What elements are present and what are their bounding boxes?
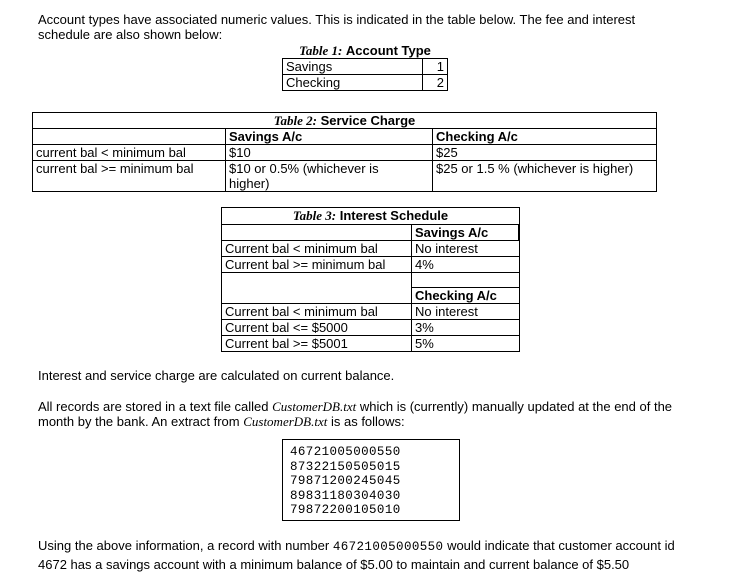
table2-caption-number: Table 2: [273, 113, 317, 128]
table2-row1-savings: $10 [226, 145, 433, 161]
table2-row2-condition: current bal >= minimum bal [33, 161, 226, 192]
table3-savings-header-empty [222, 225, 412, 241]
records-line-1 [38, 399, 672, 414]
table-row [222, 320, 519, 336]
table2-header-checking: Checking A/c [433, 129, 657, 145]
table3-checking-header: Checking A/c [412, 288, 519, 304]
table-row [222, 241, 519, 257]
record-line: 89831180304030 [290, 488, 401, 503]
table1-row2-value: 2 [423, 75, 448, 91]
table1-caption [282, 43, 448, 58]
table3-savings-header: Savings A/c [412, 225, 519, 241]
record-line: 79872200105010 [290, 503, 401, 517]
records-extract-box [282, 439, 460, 521]
table-row [33, 145, 657, 161]
intro-line-1: Account types have associated numeric values. This is indicated in the table below. The fee and interest [38, 12, 636, 27]
records-line-2 [38, 414, 672, 429]
table3-checking-row2-value: 3% [412, 320, 519, 336]
intro-paragraph [38, 12, 635, 42]
table1-caption-title: Account Type [345, 43, 431, 58]
table2-row1-checking: $25 [433, 145, 657, 161]
table3-checking-row1-condition: Current bal < minimum bal [222, 304, 412, 320]
table-row [33, 113, 657, 129]
table3-checking-row3-value: 5% [412, 336, 519, 352]
table2-caption-title: Service Charge [320, 113, 416, 128]
table-row [33, 129, 657, 145]
table3-checking-row3-condition: Current bal >= $5001 [222, 336, 412, 352]
intro-line-2: schedule are also shown below: [38, 27, 223, 42]
table-row [222, 225, 519, 241]
table2-row2-savings [226, 161, 433, 192]
table2-row2-savings-line2: higher) [229, 176, 270, 191]
record-line: 46721005000550 [290, 445, 401, 459]
table-row [283, 59, 448, 75]
closing-paragraph [38, 537, 675, 573]
records-filename-2: CustomerDB.txt [243, 414, 328, 429]
closing-text-2: would indicate that customer account id [443, 538, 675, 553]
table1-caption-number: Table 1: [299, 43, 343, 58]
table3-caption-number: Table 3: [292, 208, 337, 223]
table1-account-type [282, 58, 448, 91]
table3-checking-row1-value: No interest [412, 304, 519, 320]
table-row [283, 75, 448, 91]
table3-body [222, 225, 519, 351]
table1-row1-value: 1 [423, 59, 448, 75]
table-row [222, 288, 519, 304]
table2-header-savings: Savings A/c [226, 129, 433, 145]
table3-spacer-right [412, 273, 519, 288]
table3-checking-header-empty [222, 288, 412, 304]
calc-paragraph: Interest and service charge are calculated on current balance. [38, 368, 395, 383]
table2-row2-savings-line1: $10 or 0.5% (whichever is [229, 161, 379, 176]
table1-row1-label: Savings [283, 59, 423, 75]
closing-record-number: 46721005000550 [332, 540, 444, 554]
records-filename-1: CustomerDB.txt [272, 399, 357, 414]
table-row [33, 161, 657, 192]
table3-caption-title: Interest Schedule [339, 208, 449, 223]
table-row [222, 273, 519, 288]
records-text-3: month by the bank. An extract from [38, 414, 244, 429]
table3-savings-row2-value: 4% [412, 257, 519, 273]
table-row [222, 336, 519, 352]
table3-savings-row1-condition: Current bal < minimum bal [222, 241, 412, 257]
closing-line-1 [38, 537, 675, 556]
table3-interest-schedule [221, 207, 520, 352]
table3-caption [222, 208, 519, 225]
table2-service-charge [32, 112, 657, 192]
table2-row2-checking: $25 or 1.5 % (whichever is higher) [433, 161, 657, 192]
records-text-1: All records are stored in a text file called [38, 399, 273, 414]
table3-savings-row2-condition: Current bal >= minimum bal [222, 257, 412, 273]
table2-header-empty [33, 129, 226, 145]
table1-row2-label: Checking [283, 75, 423, 91]
table2-row1-condition: current bal < minimum bal [33, 145, 226, 161]
record-line: 87322150505015 [290, 459, 401, 474]
record-line: 79871200245045 [290, 474, 401, 488]
records-text-2: which is (currently) manually updated at the end of the [356, 399, 673, 414]
closing-line-2: 4672 has a savings account with a minimum balance of $5.00 to maintain and current balance of $5.50 [38, 557, 630, 572]
records-paragraph [38, 399, 672, 429]
table2-caption [33, 113, 657, 129]
table3-savings-row1-value: No interest [412, 241, 519, 257]
table3-spacer-left [222, 273, 412, 288]
closing-text-1: Using the above information, a record with number [38, 538, 333, 553]
table-row [222, 304, 519, 320]
records-text-4: is as follows: [327, 414, 405, 429]
table3-checking-row2-condition: Current bal <= $5000 [222, 320, 412, 336]
table-row [222, 257, 519, 273]
